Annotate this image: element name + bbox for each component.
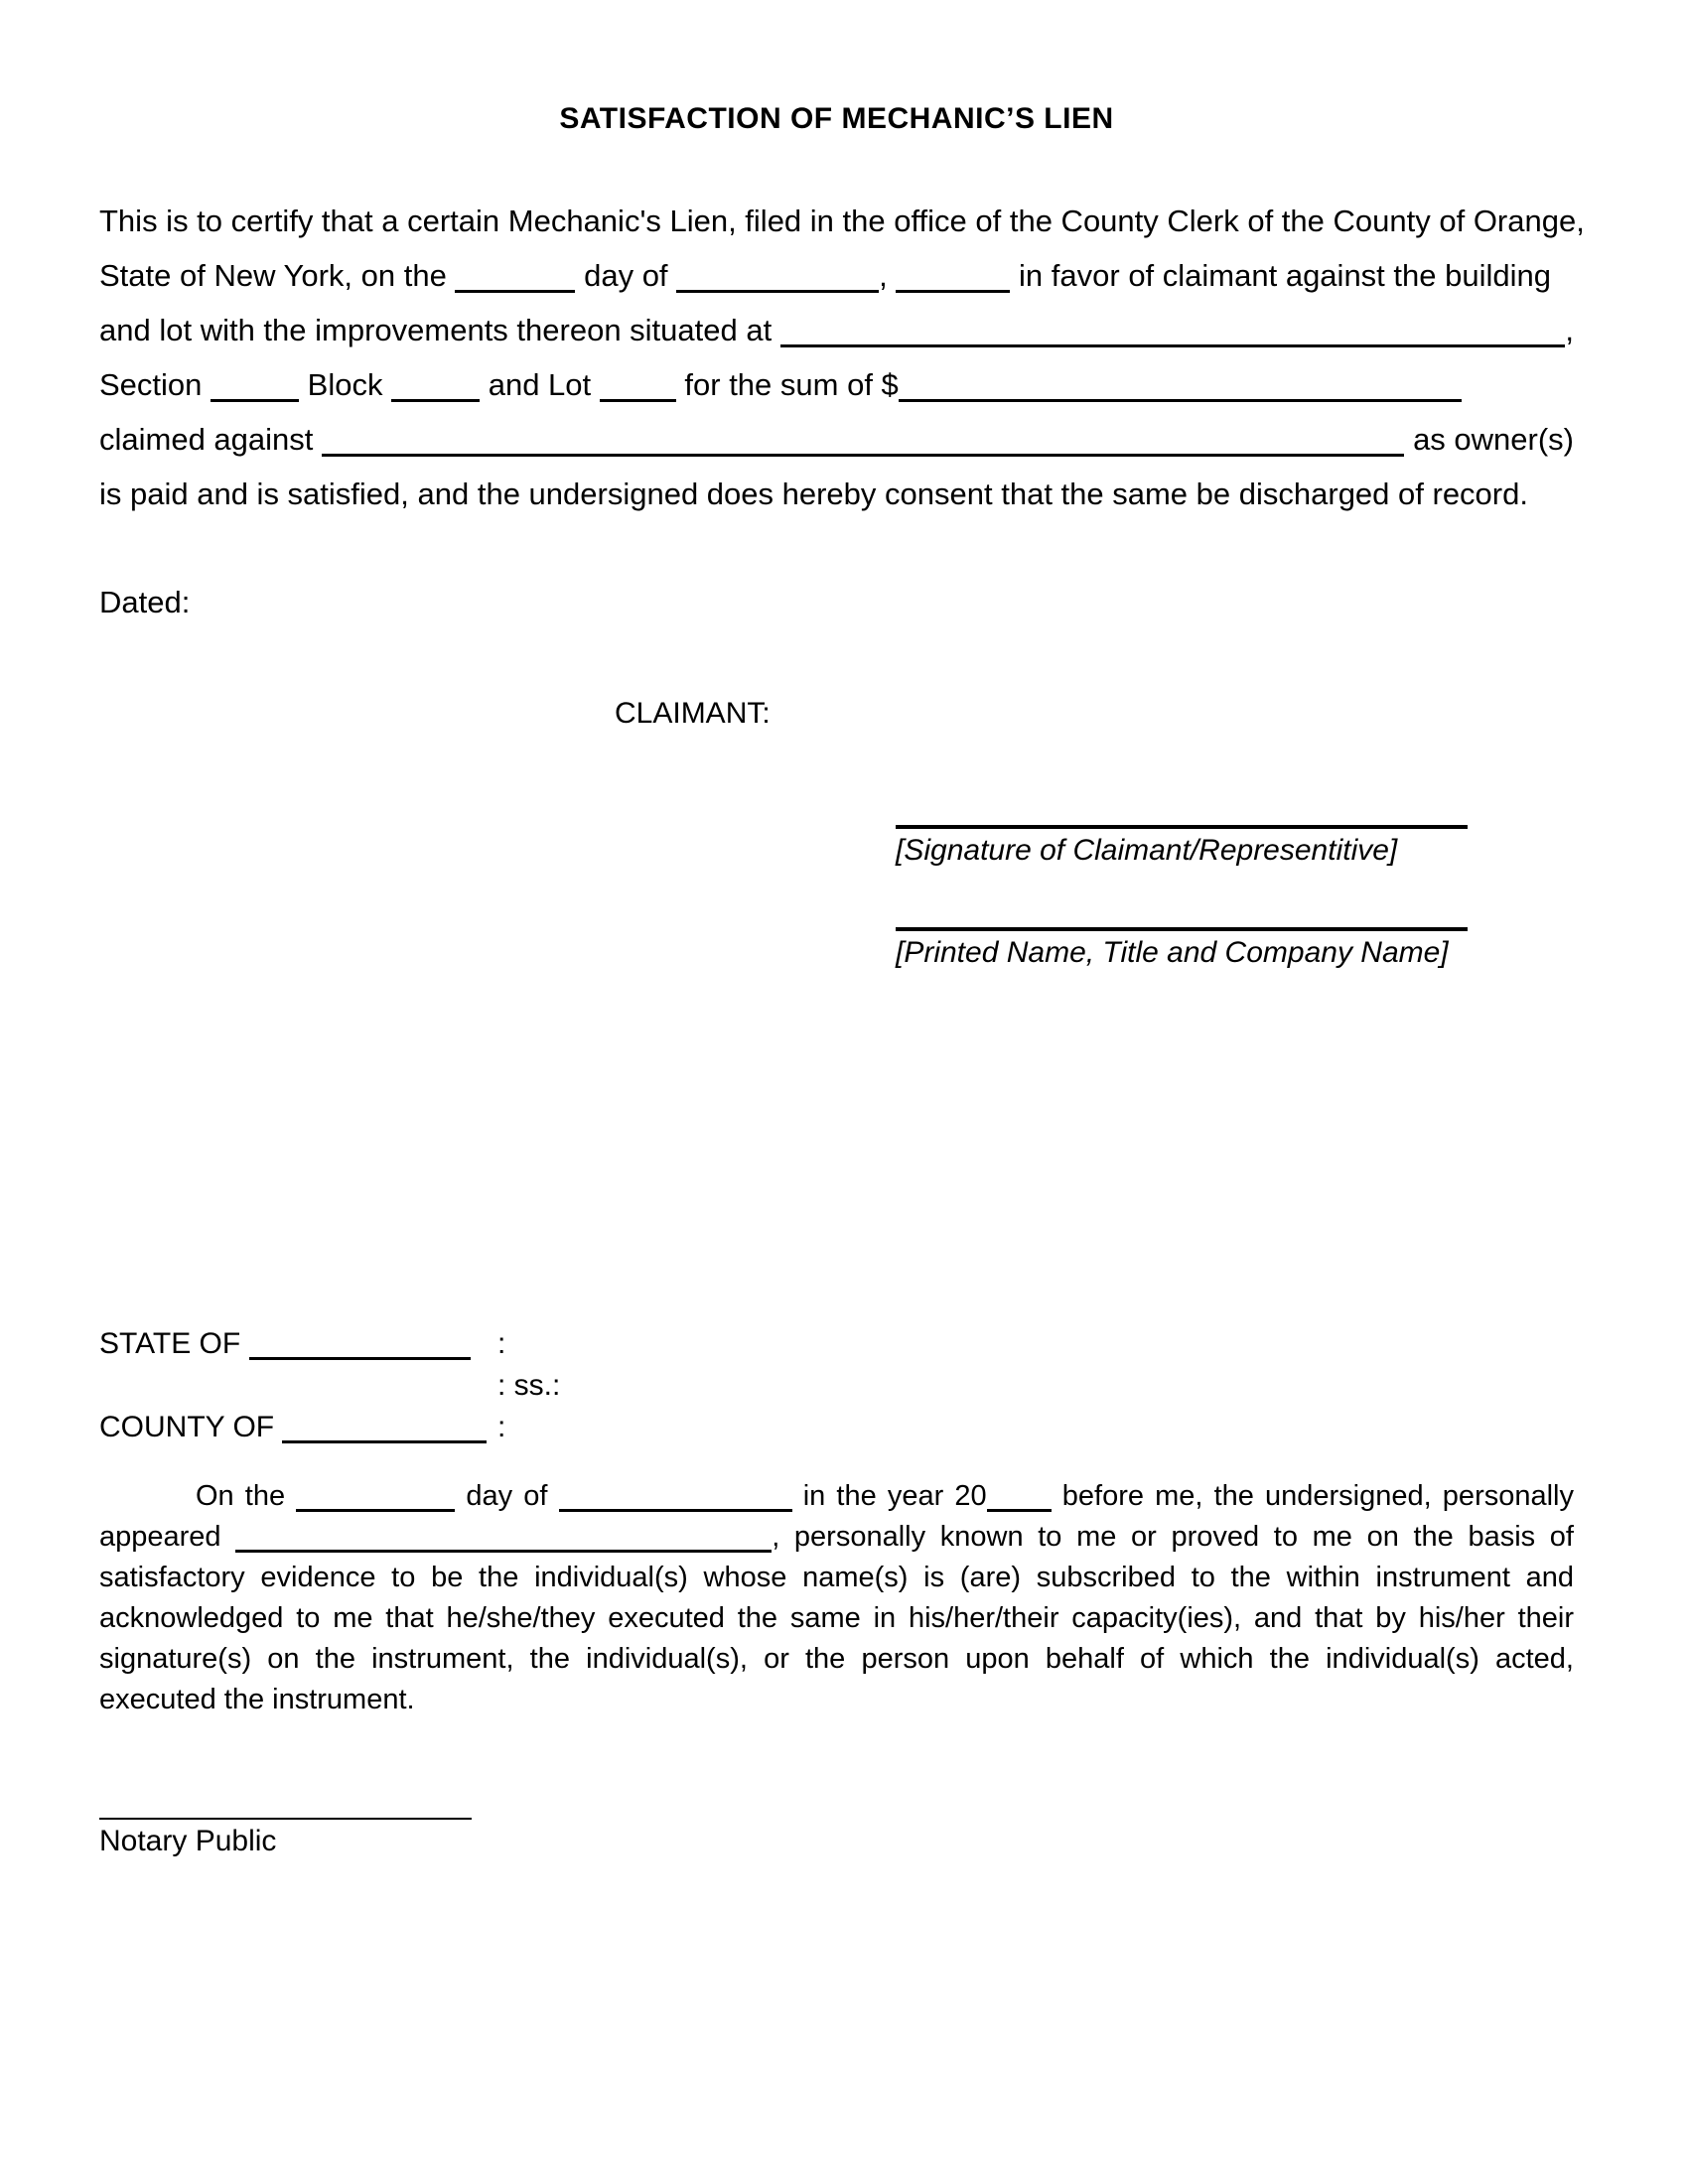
intro-line-4 <box>99 357 1574 412</box>
document-title: SATISFACTION OF MECHANIC’S LIEN <box>559 102 1114 135</box>
ack-line-1 <box>99 1476 1574 1517</box>
intro-line-2 <box>99 248 1574 303</box>
printed-name-caption: [Printed Name, Title and Company Name] <box>896 936 1449 969</box>
intro-line-1 <box>99 194 1585 248</box>
intro-text: State of New York, on the <box>99 258 447 293</box>
claimant-signature-line[interactable] <box>896 734 1468 829</box>
intro-text: is paid and is satisfied, and the undersigned does hereby consent that the same be discharged of record. <box>99 477 1528 511</box>
ack-line-5 <box>99 1639 1574 1680</box>
intro-text: and lot with the improvements thereon situated at <box>99 313 773 347</box>
signature-caption: [Signature of Claimant/Representitive] <box>896 834 1398 867</box>
ack-text: acknowledged to me that he/she/they executed the same in his/her/their capacity(ies), and that by his/her their <box>99 1602 1574 1634</box>
lot-blank[interactable] <box>600 399 676 402</box>
ss-label: : ss.: <box>497 1369 561 1402</box>
ack-text: On the <box>196 1480 286 1512</box>
intro-line-3 <box>99 303 1574 357</box>
filing-year-blank[interactable] <box>896 290 1010 293</box>
acknowledgment-paragraph <box>99 1476 1574 1720</box>
state-colon: : <box>497 1327 506 1360</box>
state-of-label: STATE OF <box>99 1327 241 1360</box>
intro-text: day of <box>584 258 668 293</box>
ack-day-blank[interactable] <box>296 1509 455 1512</box>
state-name-blank[interactable] <box>249 1357 471 1360</box>
ack-line-2 <box>99 1517 1574 1558</box>
claimant-label: CLAIMANT: <box>615 697 771 730</box>
county-colon: : <box>497 1411 506 1443</box>
section-blank[interactable] <box>211 399 299 402</box>
filing-month-blank[interactable] <box>676 290 879 293</box>
ack-year-blank[interactable] <box>987 1509 1052 1512</box>
ack-text: appeared <box>99 1521 221 1553</box>
ack-text: in the year 20 <box>802 1480 987 1512</box>
ack-text: day of <box>466 1480 548 1512</box>
intro-text: Section <box>99 367 203 402</box>
venue-ss-row <box>99 1365 1574 1407</box>
ack-line-4 <box>99 1598 1574 1639</box>
intro-text: as owner(s) <box>1413 422 1574 457</box>
intro-text: and Lot <box>488 367 592 402</box>
filing-day-blank[interactable] <box>455 290 575 293</box>
ack-month-blank[interactable] <box>559 1509 792 1512</box>
county-name-blank[interactable] <box>282 1440 487 1443</box>
property-address-blank[interactable] <box>780 344 1565 347</box>
intro-text: claimed against <box>99 422 314 457</box>
ack-text: before me, the undersigned, personally <box>1061 1480 1574 1512</box>
signature-block <box>896 734 1468 974</box>
ack-line-6 <box>99 1680 1574 1720</box>
notary-signature-block <box>99 1818 1574 1862</box>
appeared-name-blank[interactable] <box>235 1550 772 1553</box>
intro-text: Block <box>307 367 383 402</box>
dated-label: Dated: <box>99 585 191 619</box>
intro-text: for the sum of $ <box>684 367 899 402</box>
block-blank[interactable] <box>391 399 480 402</box>
intro-paragraph <box>99 194 1585 521</box>
ack-text: executed the instrument. <box>99 1684 415 1715</box>
intro-text: This is to certify that a certain Mechanic's Lien, filed in the office of the County Clerk of the County of Orange, <box>99 204 1585 238</box>
intro-text: , <box>879 258 888 293</box>
intro-line-6 <box>99 467 1574 521</box>
owner-name-blank[interactable] <box>322 454 1404 457</box>
ack-line-3 <box>99 1558 1574 1598</box>
printed-name-line[interactable] <box>896 872 1468 931</box>
ack-text: , personally known to me or proved to me on the basis of <box>772 1521 1574 1553</box>
venue-county-row <box>99 1407 1574 1448</box>
ack-text: satisfactory evidence to be the individual(s) whose name(s) is (are) subscribed to the within instrument and <box>99 1562 1574 1593</box>
lien-amount-blank[interactable] <box>899 399 1462 402</box>
intro-line-5 <box>99 412 1574 467</box>
county-of-label: COUNTY OF <box>99 1411 275 1443</box>
intro-text: , <box>1565 313 1574 347</box>
venue-state-row <box>99 1323 1574 1365</box>
intro-text: in favor of claimant against the building <box>1019 258 1551 293</box>
venue-block <box>99 1323 1574 1448</box>
notary-public-label: Notary Public <box>99 1825 277 1857</box>
ack-text: signature(s) on the instrument, the individual(s), or the person upon behalf of which the individual(s) acted, <box>99 1643 1574 1675</box>
